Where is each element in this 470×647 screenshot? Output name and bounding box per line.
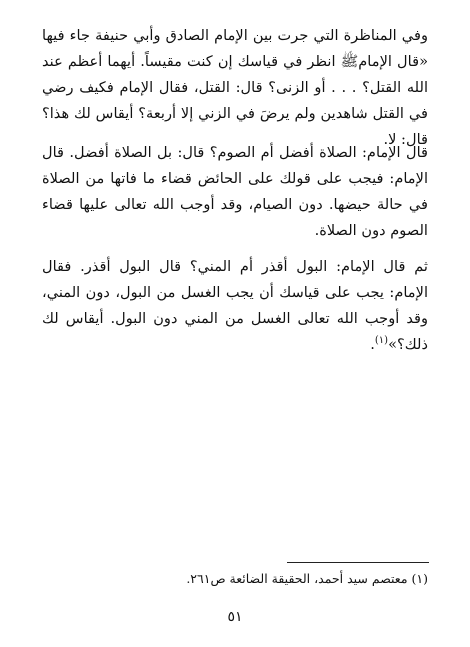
footnote-reference[interactable]: (١): [374, 335, 389, 347]
paragraph-text: ثم قال الإمام: البول أقذر أم المني؟ قال البول أقذر. فقال الإمام: يجب على قياسك أن يجب الغسل من البول، دون المني، وقد أوجب الله تعالى الغسل من المني دون البول. أيقاس لك ذلك؟»: [42, 258, 428, 353]
paragraph-urine-semen: ثم قال الإمام: البول أقذر أم المني؟ قال البول أقذر. فقال الإمام: يجب على قياسك أن يجب الغسل من البول، دون المني، وقد أوجب الله تعالى الغسل من المني دون البول. أيقاس لك ذلك؟»$^{(١)}$.: [42, 258, 428, 353]
paragraph-prayer-fasting: [42, 140, 428, 244]
footnote-divider: [287, 562, 429, 563]
paragraph-text: قال الإمام: الصلاة أفضل أم الصوم؟ قال: بل الصلاة أفضل. قال الإمام: فيجب على قولك على الحائض قضاء ما فاتها من الصلاة في حالة حيضها. دون الصيام، وقد أوجب الله تعالى عليها قضاء الصوم دون الصلاة.: [42, 144, 428, 239]
paragraph-debate-intro: [42, 23, 428, 153]
paragraph-text: وفي المناظرة التي جرت بين الإمام الصادق وأبي حنيفة جاء فيها «قال الإمامﷺ انظر في قياسك إن كنت مقيساً. أيهما أعظم عند الله القتل؟ . . . أو الزنى؟ قال: القتل، فقال الإمام فكيف رضي في القتل شاهدين ولم يرضَ في الزني إلا أربعة؟ أيقاس لك هذا؟ قال: لا.: [42, 27, 428, 148]
page-number: ٥١: [227, 609, 243, 625]
footnote-text: (١) معتصم سيد أحمد، الحقيقة الضائعة ص٢٦١.: [186, 571, 428, 586]
footnote: [42, 570, 428, 588]
